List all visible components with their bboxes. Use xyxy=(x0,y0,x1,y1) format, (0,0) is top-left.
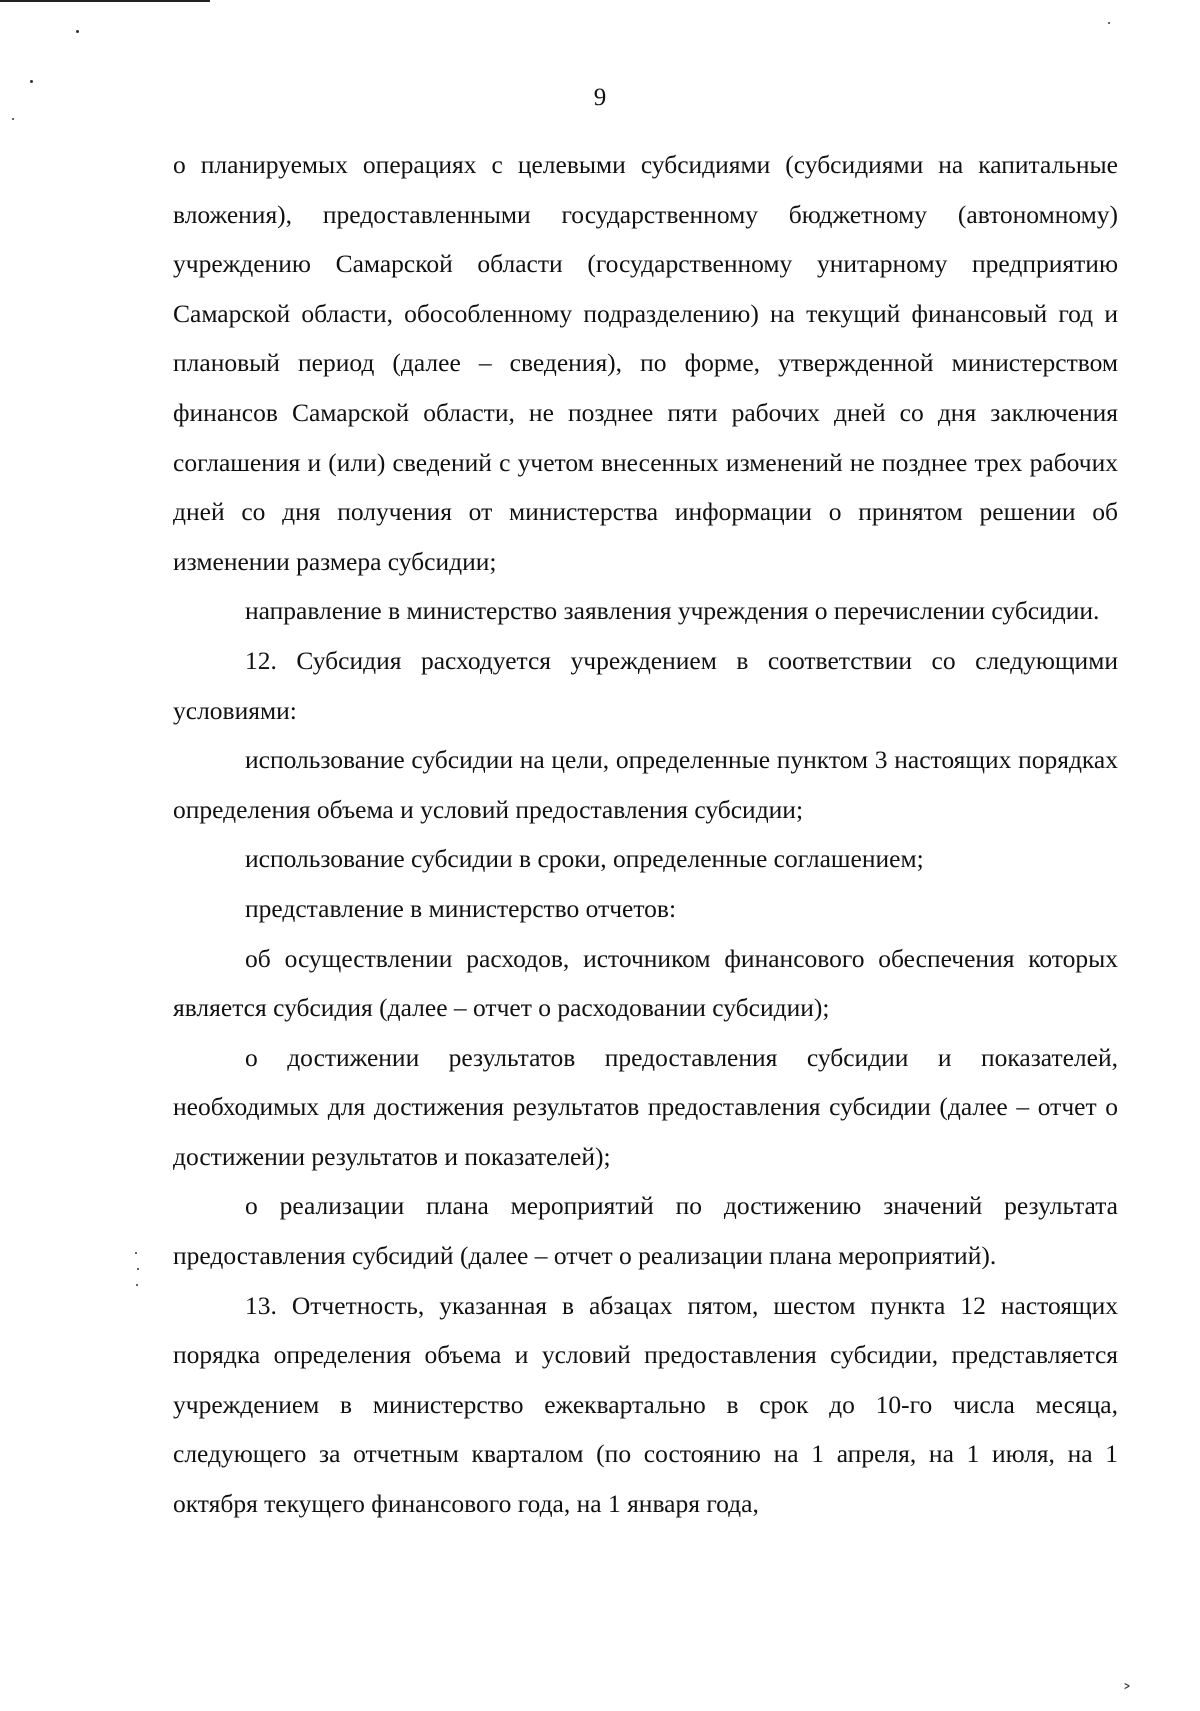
paragraph-transfer-request: направление в министерство заявления учреждения о перечислении субсидии. xyxy=(245,596,1100,626)
scan-speck xyxy=(76,30,79,33)
scan-speck xyxy=(12,118,14,120)
document-body xyxy=(173,140,1118,1529)
scan-speck xyxy=(136,1284,138,1286)
paragraph-expense-report: об осуществлении расходов, источником финансового обеспечения которых является субсидия (далее – отчет о расходовании субсидии); xyxy=(173,943,1118,1023)
paragraph-section-12: 12. Субсидия расходуется учреждением в соответствии со следующими условиями: xyxy=(173,645,1118,725)
scan-speck xyxy=(135,1252,137,1254)
paragraph-reports-intro: представление в министерство отчетов: xyxy=(245,893,677,923)
corner-scan-mark: ˃ xyxy=(1122,1681,1132,1705)
scan-speck xyxy=(137,1268,139,1270)
paragraph-plan-report: о реализации плана мероприятий по достижению значений результата предоставления субсидий (далее – отчет о реализации плана мероприятий). xyxy=(173,1191,1118,1271)
scan-speck xyxy=(1108,22,1110,24)
paragraph-use-purpose: использование субсидии на цели, определенные пунктом 3 настоящих порядках определения объема и условий предоставления субсидии; xyxy=(173,745,1118,824)
page-number: 9 xyxy=(593,84,607,111)
paragraph-use-terms: использование субсидии в сроки, определенные соглашением; xyxy=(245,844,924,874)
scan-speck xyxy=(30,80,33,83)
paragraph-reporting-info: о планируемых операциях с целевыми субсидиями (субсидиями на капитальные вложения), предоставленными государственному бюджетному (автономному) учреждению Самарской области (государственному унитарному предприятию Самарской области, обособленному подразделению) на текущий финансовый год и плановый период (далее – сведения), по форме, утвержденной министерством финансов Самарской области, не позднее пяти рабочих дней со дня заключения соглашения и (или) сведений с учетом внесенных изменений не позднее трех рабочих дней со дня получения от министерства информации о принятом решении об изменении размера субсидии; xyxy=(173,150,1118,576)
paragraph-section-13: 13. Отчетность, указанная в абзацах пятом, шестом пункта 12 настоящих порядка определения объема и условий предоставления субсидии, представляется учреждением в министерство ежеквартально в срок до 10-го числа месяца, следующего за отчетным кварталом (по состоянию на 1 апреля, на 1 июля, на 1 октября текущего финансового года, на 1 января года, xyxy=(173,1290,1118,1519)
top-edge-rule xyxy=(0,0,210,2)
paragraph-results-report: о достижении результатов предоставления субсидии и показателей, необходимых для достижения результатов предоставления субсидии (далее – отчет о достижении результатов и показателей); xyxy=(173,1042,1118,1171)
